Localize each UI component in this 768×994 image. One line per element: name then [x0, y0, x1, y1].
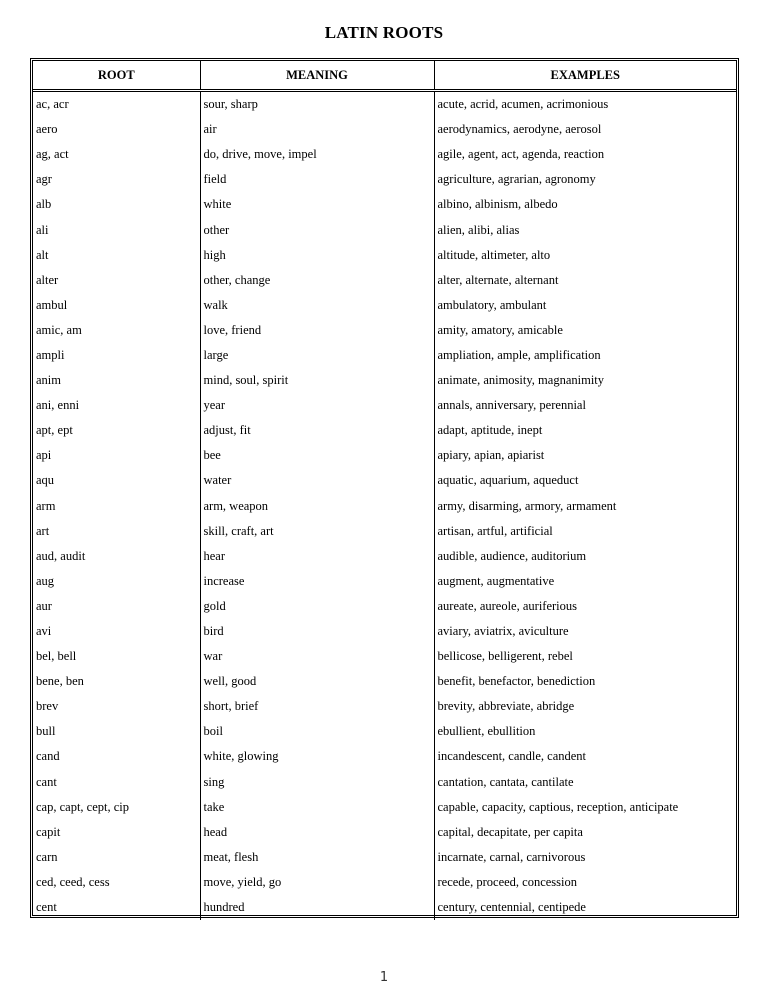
- examples-cell: aureate, aureole, auriferious: [434, 594, 736, 619]
- table-row: [33, 594, 736, 619]
- examples-cell: century, centennial, centipede: [434, 895, 736, 920]
- examples-cell: incarnate, carnal, carnivorous: [434, 845, 736, 870]
- root-cell: agr: [36, 172, 52, 187]
- root-cell: capit: [36, 824, 61, 839]
- table-header-row: [33, 61, 736, 91]
- examples-cell: augment, augmentative: [434, 569, 736, 594]
- table-row: [33, 619, 736, 644]
- table-row: [33, 770, 736, 795]
- table-row: [33, 744, 736, 769]
- root-cell: aud, audit: [36, 548, 86, 563]
- page-title: LATIN ROOTS: [324, 23, 444, 42]
- examples-cell: agile, agent, act, agenda, reaction: [434, 142, 736, 167]
- meaning-cell: high: [200, 243, 434, 268]
- root-cell: cand: [36, 749, 60, 764]
- root-cell: bene, ben: [36, 674, 84, 689]
- table-row: [33, 820, 736, 845]
- examples-cell: alter, alternate, alternant: [434, 268, 736, 293]
- meaning-cell: increase: [200, 569, 434, 594]
- meaning-cell: well, good: [200, 669, 434, 694]
- meaning-cell: air: [200, 117, 434, 142]
- column-header-root: ROOT: [33, 61, 200, 91]
- column-header-meaning: MEANING: [200, 61, 434, 91]
- meaning-cell: large: [200, 343, 434, 368]
- table-row: [33, 142, 736, 167]
- table-row: [33, 293, 736, 318]
- meaning-cell: head: [200, 820, 434, 845]
- examples-cell: artisan, artful, artificial: [434, 519, 736, 544]
- table-row: [33, 418, 736, 443]
- root-cell: ani, enni: [36, 398, 80, 413]
- examples-cell: adapt, aptitude, inept: [434, 418, 736, 443]
- meaning-cell: adjust, fit: [200, 418, 434, 443]
- root-cell: art: [36, 523, 50, 538]
- table-row: [33, 569, 736, 594]
- meaning-cell: meat, flesh: [200, 845, 434, 870]
- root-cell: avi: [36, 624, 52, 639]
- root-cell: bel, bell: [36, 649, 77, 664]
- examples-cell: alien, alibi, alias: [434, 217, 736, 242]
- meaning-cell: move, yield, go: [200, 870, 434, 895]
- examples-cell: acute, acrid, acumen, acrimonious: [434, 91, 736, 118]
- meaning-cell: white: [200, 192, 434, 217]
- column-header-examples: EXAMPLES: [434, 61, 736, 91]
- meaning-cell: take: [200, 795, 434, 820]
- root-cell: amic, am: [36, 322, 82, 337]
- meaning-cell: bird: [200, 619, 434, 644]
- latin-roots-table: [30, 58, 739, 918]
- root-cell: ag, act: [36, 147, 69, 162]
- meaning-cell: hear: [200, 544, 434, 569]
- root-cell: aug: [36, 573, 55, 588]
- examples-cell: agriculture, agrarian, agronomy: [434, 167, 736, 192]
- meaning-cell: white, glowing: [200, 744, 434, 769]
- page-number: 1: [379, 970, 389, 985]
- meaning-cell: hundred: [200, 895, 434, 920]
- root-cell: ampli: [36, 347, 65, 362]
- examples-cell: annals, anniversary, perennial: [434, 393, 736, 418]
- root-cell: ced, ceed, cess: [36, 874, 110, 889]
- meaning-cell: other: [200, 217, 434, 242]
- table-row: [33, 443, 736, 468]
- meaning-cell: field: [200, 167, 434, 192]
- root-cell: ambul: [36, 297, 68, 312]
- table-row: [33, 719, 736, 744]
- root-cell: alb: [36, 197, 52, 212]
- meaning-cell: do, drive, move, impel: [200, 142, 434, 167]
- examples-cell: altitude, altimeter, alto: [434, 243, 736, 268]
- root-cell: arm: [36, 498, 56, 513]
- table-row: [33, 845, 736, 870]
- examples-cell: audible, audience, auditorium: [434, 544, 736, 569]
- root-cell: ali: [36, 222, 49, 237]
- table-row: [33, 494, 736, 519]
- table-row: [33, 117, 736, 142]
- meaning-cell: mind, soul, spirit: [200, 368, 434, 393]
- table-row: [33, 870, 736, 895]
- examples-cell: capable, capacity, captious, reception, anticipate: [434, 795, 736, 820]
- table-row: [33, 694, 736, 719]
- table-row: [33, 217, 736, 242]
- root-cell: ac, acr: [36, 97, 69, 112]
- table-row: [33, 895, 736, 920]
- meaning-cell: walk: [200, 293, 434, 318]
- examples-cell: bellicose, belligerent, rebel: [434, 644, 736, 669]
- table-row: [33, 368, 736, 393]
- table-row: [33, 644, 736, 669]
- meaning-cell: year: [200, 393, 434, 418]
- root-cell: aur: [36, 598, 52, 613]
- examples-cell: aerodynamics, aerodyne, aerosol: [434, 117, 736, 142]
- examples-cell: recede, proceed, concession: [434, 870, 736, 895]
- table-row: [33, 91, 736, 118]
- table-row: [33, 393, 736, 418]
- root-cell: anim: [36, 373, 61, 388]
- table-row: [33, 243, 736, 268]
- table-row: [33, 192, 736, 217]
- table-row: [33, 795, 736, 820]
- examples-cell: ampliation, ample, amplification: [434, 343, 736, 368]
- examples-cell: capital, decapitate, per capita: [434, 820, 736, 845]
- meaning-cell: skill, craft, art: [200, 519, 434, 544]
- table-row: [33, 544, 736, 569]
- meaning-cell: other, change: [200, 268, 434, 293]
- meaning-cell: love, friend: [200, 318, 434, 343]
- root-cell: alt: [36, 247, 49, 262]
- root-cell: aqu: [36, 473, 55, 488]
- meaning-cell: sing: [200, 770, 434, 795]
- table-row: [33, 669, 736, 694]
- meaning-cell: boil: [200, 719, 434, 744]
- examples-cell: incandescent, candle, candent: [434, 744, 736, 769]
- examples-cell: apiary, apian, apiarist: [434, 443, 736, 468]
- table-row: [33, 318, 736, 343]
- root-cell: carn: [36, 849, 58, 864]
- examples-cell: aviary, aviatrix, aviculture: [434, 619, 736, 644]
- root-cell: bull: [36, 724, 56, 739]
- examples-cell: aquatic, aquarium, aqueduct: [434, 468, 736, 493]
- table-row: [33, 167, 736, 192]
- root-cell: cent: [36, 900, 57, 915]
- meaning-cell: gold: [200, 594, 434, 619]
- meaning-cell: arm, weapon: [200, 494, 434, 519]
- meaning-cell: sour, sharp: [200, 91, 434, 118]
- examples-cell: cantation, cantata, cantilate: [434, 770, 736, 795]
- root-cell: apt, ept: [36, 423, 73, 438]
- examples-cell: ambulatory, ambulant: [434, 293, 736, 318]
- examples-cell: brevity, abbreviate, abridge: [434, 694, 736, 719]
- examples-cell: amity, amatory, amicable: [434, 318, 736, 343]
- root-cell: brev: [36, 699, 59, 714]
- table-row: [33, 468, 736, 493]
- table-row: [33, 268, 736, 293]
- examples-cell: army, disarming, armory, armament: [434, 494, 736, 519]
- examples-cell: albino, albinism, albedo: [434, 192, 736, 217]
- table-row: [33, 343, 736, 368]
- table-row: [33, 519, 736, 544]
- root-cell: api: [36, 448, 52, 463]
- meaning-cell: short, brief: [200, 694, 434, 719]
- root-cell: cant: [36, 774, 57, 789]
- meaning-cell: water: [200, 468, 434, 493]
- examples-cell: animate, animosity, magnanimity: [434, 368, 736, 393]
- meaning-cell: bee: [200, 443, 434, 468]
- examples-cell: benefit, benefactor, benediction: [434, 669, 736, 694]
- root-cell: aero: [36, 122, 58, 137]
- root-cell: alter: [36, 272, 59, 287]
- root-cell: cap, capt, cept, cip: [36, 799, 130, 814]
- meaning-cell: war: [200, 644, 434, 669]
- examples-cell: ebullient, ebullition: [434, 719, 736, 744]
